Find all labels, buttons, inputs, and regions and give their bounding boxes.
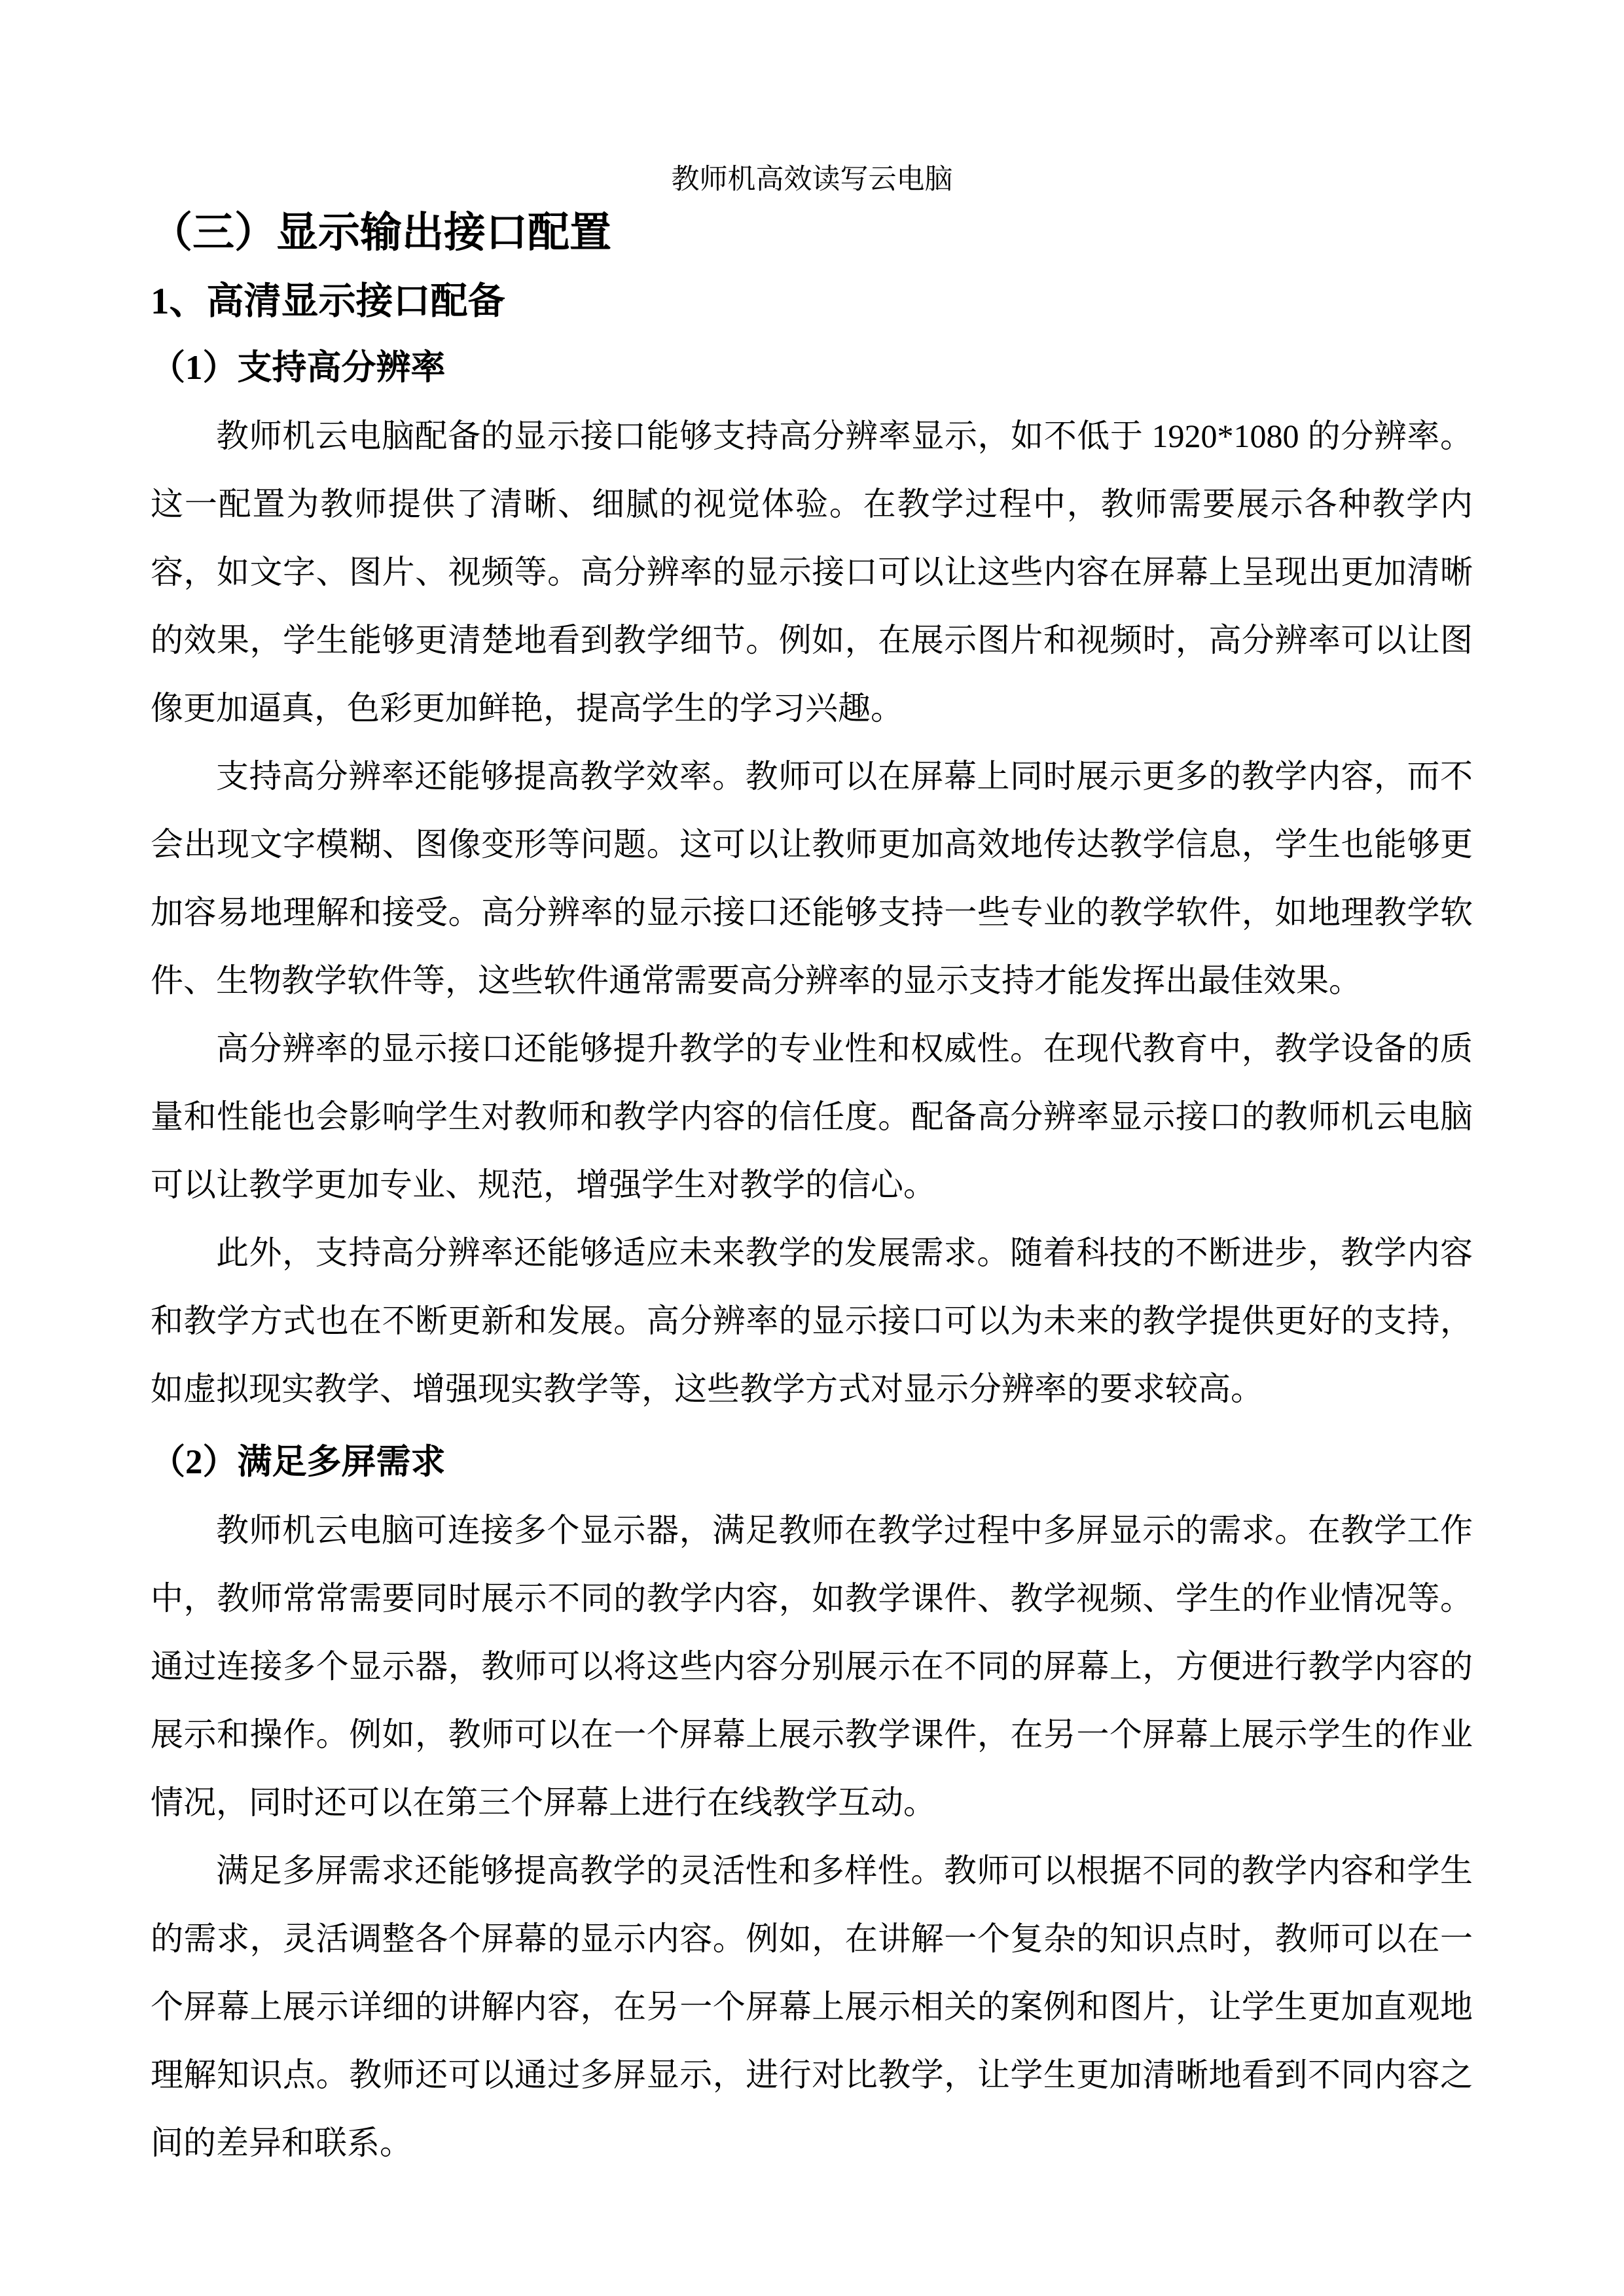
section-heading-hd-interface: 1、高清显示接口配备 bbox=[151, 281, 505, 322]
page-header bbox=[0, 160, 1624, 200]
paragraph-high-res-4: 此外，支持高分辨率还能够适应未来教学的发展需求。随着科技的不断进步，教学内容和教学方式也在不断更新和发展。高分辨率的显示接口可以为未来的教学提供更好的支持，如虚拟现实教学、增强现实教学等，这些教学方式对显示分辨率的要求较高。 bbox=[151, 1234, 1473, 1407]
paragraph-multi-screen-1: 教师机云电脑可连接多个显示器，满足教师在教学过程中多屏显示的需求。在教学工作中，教师常常需要同时展示不同的教学内容，如教学课件、教学视频、学生的作业情况等。通过连接多个显示器，教师可以将这些内容分别展示在不同的屏幕上，方便进行教学内容的展示和操作。例如，教师可以在一个屏幕上展示教学课件，在另一个屏幕上展示学生的作业情况，同时还可以在第三个屏幕上进行在线教学互动。 bbox=[151, 1512, 1473, 1821]
paragraph-high-res-2: 支持高分辨率还能够提高教学效率。教师可以在屏幕上同时展示更多的教学内容，而不会出现文字模糊、图像变形等问题。这可以让教师更加高效地传达教学信息，学生也能够更加容易地理解和接受。高分辨率的显示接口还能够支持一些专业的教学软件，如地理教学软件、生物教学软件等，这些软件通常需要高分辨率的显示支持才能发挥出最佳效果。 bbox=[151, 758, 1473, 999]
document-title: （三）显示输出接口配置 bbox=[151, 209, 611, 256]
subsection-heading-multi-screen: （2）满足多屏需求 bbox=[151, 1443, 446, 1481]
subsection-heading-high-resolution: （1）支持高分辨率 bbox=[151, 349, 446, 387]
page-header-text: 教师机高效读写云电脑 bbox=[671, 164, 953, 195]
document-body bbox=[151, 204, 1473, 2177]
paragraph-high-res-3: 高分辨率的显示接口还能够提升教学的专业性和权威性。在现代教育中，教学设备的质量和性能也会影响学生对教师和教学内容的信任度。配备高分辨率显示接口的教师机云电脑可以让教学更加专业、规范，增强学生对教学的信心。 bbox=[151, 1030, 1473, 1203]
paragraph-multi-screen-2: 满足多屏需求还能够提高教学的灵活性和多样性。教师可以根据不同的教学内容和学生的需求，灵活调整各个屏幕的显示内容。例如，在讲解一个复杂的知识点时，教师可以在一个屏幕上展示详细的讲解内容，在另一个屏幕上展示相关的案例和图片，让学生更加直观地理解知识点。教师还可以通过多屏显示，进行对比教学，让学生更加清晰地看到不同内容之间的差异和联系。 bbox=[151, 1852, 1473, 2161]
paragraph-high-res-1: 教师机云电脑配备的显示接口能够支持高分辨率显示，如不低于 1920*1080 的分辨率。这一配置为教师提供了清晰、细腻的视觉体验。在教学过程中，教师需要展示各种教学内容，如文字、图片、视频等。高分辨率的显示接口可以让这些内容在屏幕上呈现出更加清晰的效果，学生能够更清楚地看到教学细节。例如，在展示图片和视频时，高分辨率可以让图像更加逼真，色彩更加鲜艳，提高学生的学习兴趣。 bbox=[151, 418, 1473, 726]
